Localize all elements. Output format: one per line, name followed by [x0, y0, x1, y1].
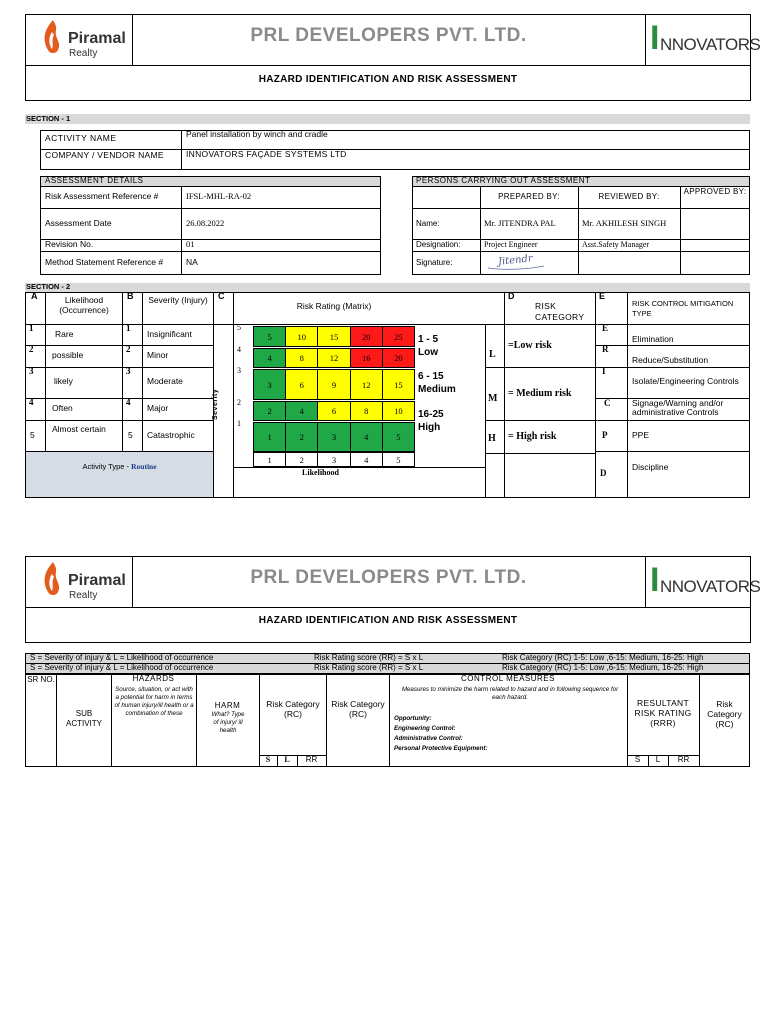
method-value: NA: [186, 257, 198, 267]
risk-category-header: RISK CATEGORY: [535, 301, 585, 323]
risk-category-rc-3: Risk Category (RC): [707, 699, 742, 730]
matrix-cell: 8: [285, 348, 318, 368]
s-header-1: S: [265, 755, 271, 764]
risk-category-rc-1: Risk Category (RC): [266, 699, 320, 720]
revision-label: Revision No.: [45, 239, 94, 249]
mitigation-label-c: Signage/Warning and/or administrative Controls: [632, 398, 724, 418]
assessment-col-divider: [181, 186, 182, 275]
innovators-logo: [648, 19, 761, 60]
ht-v3: [196, 674, 197, 767]
innovators-brand: NNOVATORS: [660, 35, 761, 54]
likelihood-header: Likelihood (Occurrence): [59, 295, 109, 315]
s2-v2: [122, 292, 123, 451]
section1-bar: [25, 114, 750, 124]
control-desc: Measures to minimize the harm related to hazard and in following sequence for each hazard.: [401, 686, 619, 702]
likelihood-n-2: 2: [29, 344, 34, 354]
s2-v6: [485, 324, 486, 498]
persons-label: PERSONS CARRYING OUT ASSESSMENT: [416, 176, 591, 185]
matrix-cell: 2: [285, 422, 318, 452]
matrix-row-label: 3: [237, 366, 241, 375]
control-item-engineering: Engineering Control:: [394, 725, 456, 732]
piramal-sub-2: Realty: [69, 590, 98, 601]
control-item-opportunity: Opportunity:: [394, 715, 432, 722]
innovators-initial: I: [650, 19, 660, 57]
s2-mit-row-5: [595, 451, 750, 452]
ra-ref-label: Risk Assessment Reference #: [45, 191, 159, 201]
matrix-cell: 10: [285, 326, 318, 347]
matrix-cell: 2: [253, 401, 286, 421]
matrix-cell: 15: [382, 369, 415, 400]
severity-label-5: Catastrophic: [147, 430, 195, 440]
likelihood-label-1: Rare: [55, 329, 74, 339]
ht-v6: [389, 674, 390, 767]
legend-level-3: High: [418, 422, 441, 433]
category-label-h: = High risk: [508, 431, 557, 442]
reviewed-designation: Asst.Safety Manager: [582, 240, 650, 249]
prepared-designation: Project Engineer: [484, 240, 538, 249]
s2-cat-row-3: [485, 453, 595, 454]
legend-range-2: 6 - 15: [418, 371, 444, 382]
matrix-cell: 6: [285, 369, 318, 400]
severity-label-3: Moderate: [147, 376, 183, 386]
s2-mit-row-2: [595, 367, 750, 368]
control-item-administrative: Administrative Control:: [394, 735, 463, 742]
likelihood-label-5: Almost certain: [52, 424, 106, 434]
legend-level-2: Medium: [418, 384, 456, 395]
likelihood-label-4: Often: [52, 403, 73, 413]
matrix-col-labels: [253, 452, 414, 467]
matrix-cell: 20: [350, 326, 383, 347]
rr-header-2: RR: [677, 755, 690, 764]
legend-level-1: Low: [418, 347, 438, 358]
matrix-cell: 3: [253, 369, 286, 400]
signature-label: Signature:: [416, 258, 453, 267]
company-title: PRL DEVELOPERS PVT. LTD.: [250, 25, 527, 46]
matrix-cell: 4: [253, 348, 286, 368]
matrix-row-label: 4: [237, 345, 241, 354]
company-title-2: PRL DEVELOPERS PVT. LTD.: [250, 567, 527, 588]
mitigation-code-i: I: [602, 366, 606, 376]
innovators-initial-2: I: [650, 561, 660, 599]
matrix-header: Risk Rating (Matrix): [296, 301, 372, 311]
rr-note-2: Risk Rating score (RR) = S x L: [314, 663, 424, 672]
s2-v3: [142, 292, 143, 451]
matrix-cell: 1: [253, 422, 286, 452]
mitigation-code-c: C: [604, 398, 611, 408]
rr-note-1: Risk Rating score (RR) = S x L: [314, 653, 424, 662]
signature-text: Jitendr: [497, 253, 534, 268]
activity-type-box: [26, 452, 213, 497]
category-code-m: M: [488, 393, 498, 404]
piramal-logo: [40, 18, 130, 62]
assessment-row-line-1: [40, 208, 381, 209]
doc-title: HAZARD IDENTIFICATION AND RISK ASSESSMENT: [258, 74, 518, 85]
likelihood-axis-label: Likelihood: [302, 468, 339, 477]
matrix-cell: 9: [317, 369, 350, 400]
rc-note-2: Risk Category (RC) 1-5: Low ,6-15: Medium, 16-25: High: [502, 663, 704, 672]
likelihood-label-3: likely: [54, 376, 73, 386]
severity-n-1: 1: [126, 323, 131, 333]
severity-label-1: Insignificant: [147, 329, 192, 339]
s2-v8: [595, 292, 596, 498]
assess-date-value: 26.08.2022: [186, 218, 225, 228]
activity-row: [40, 130, 750, 150]
hazards-header: HAZARDS: [132, 674, 175, 683]
severity-likelihood-note-2: S = Severity of injury & L = Likelihood of occurrence: [30, 663, 214, 672]
col-d-label: D: [508, 291, 515, 301]
mitigation-header: RISK CONTROL MITIGATION TYPE: [632, 299, 734, 318]
assessment-details-label: ASSESSMENT DETAILS: [45, 176, 144, 185]
mitigation-label-d: Discipline: [632, 462, 669, 472]
s2-v7: [504, 292, 505, 498]
piramal-brand-2: Piramal: [68, 572, 126, 589]
mitigation-code-r: R: [602, 344, 609, 354]
signature-mark: [484, 252, 550, 274]
category-code-l: L: [489, 349, 496, 360]
doc-title-2: HAZARD IDENTIFICATION AND RISK ASSESSMENT: [258, 615, 518, 626]
ht-v8: [699, 674, 700, 767]
assess-date-label: Assessment Date: [45, 218, 112, 228]
approved-by-label: APPROVED BY:: [683, 187, 747, 196]
severity-label-4: Major: [147, 403, 169, 413]
mitigation-code-e: E: [602, 323, 609, 333]
resultant-header: RESULTANT RISK RATING (RRR): [634, 698, 692, 729]
reviewed-name: Mr. AKHILESH SINGH: [582, 218, 667, 228]
activity-name-value: Panel installation by winch and cradle: [186, 129, 328, 139]
legend-range-3: 16-25: [418, 409, 444, 420]
matrix-cell: 3: [317, 422, 350, 452]
matrix-cell: 5: [253, 326, 286, 347]
piramal-sub: Realty: [69, 48, 98, 59]
ra-ref-value: IFSL-MHL-RA-02: [186, 191, 252, 201]
likelihood-n-5: 5: [30, 430, 35, 440]
matrix-cell: 10: [382, 401, 415, 421]
category-label-l: =Low risk: [508, 340, 552, 351]
piramal-logo-2: [40, 560, 130, 604]
right-logo-divider: [645, 14, 646, 66]
right-logo-divider-2: [645, 556, 646, 608]
persons-row-1: [412, 208, 750, 209]
matrix-col-label: 1: [253, 452, 286, 467]
matrix-col-label: 5: [382, 452, 415, 467]
severity-n-5: 5: [128, 430, 133, 440]
ht-v4: [259, 674, 260, 767]
severity-header: Severity (Injury): [148, 295, 208, 305]
col-a-label: A: [31, 291, 38, 301]
severity-n-4: 4: [126, 397, 131, 407]
reviewed-by-label: REVIEWED BY:: [598, 192, 660, 201]
s2-left-row-3: [25, 398, 213, 399]
s2-mit-row-4: [595, 420, 750, 421]
s2-axis-row: [233, 467, 485, 468]
header-divider-2: [25, 607, 751, 608]
activity-type: [26, 463, 213, 471]
matrix-cell: 6: [317, 401, 350, 421]
severity-n-3: 3: [126, 366, 131, 376]
ht-v2: [111, 674, 112, 767]
name-label: Name:: [416, 219, 440, 228]
likelihood-label-2: possible: [52, 350, 84, 360]
ht-v5: [326, 674, 327, 767]
mitigation-label-i: Isolate/Engineering Controls: [632, 376, 739, 386]
prepared-name: Mr. JITENDRA PAL: [484, 218, 556, 228]
matrix-cell: 8: [350, 401, 383, 421]
rr-header-1: RR: [305, 755, 318, 764]
persons-row-3: [412, 251, 750, 252]
innovators-logo-2: [648, 561, 761, 602]
severity-n-2: 2: [126, 344, 131, 354]
company-value: INNOVATORS FAÇADE SYSTEMS LTD: [186, 149, 347, 159]
matrix-cell: 16: [350, 348, 383, 368]
mitigation-label-r: Reduce/Substitution: [632, 355, 709, 365]
ht-v7: [627, 674, 628, 767]
s-header-2: S: [634, 755, 641, 764]
col-b-label: B: [127, 291, 134, 301]
revision-value: 01: [186, 239, 195, 249]
mitigation-label-e: Elimination: [632, 334, 674, 344]
s2-left-row-2: [25, 367, 213, 368]
hazards-desc: Source, situation, or act with a potential for harm in terms of human injury/ill health or a combination of these: [114, 686, 194, 718]
control-item-ppe: Personal Protective Equipment:: [394, 745, 488, 752]
risk-matrix: [233, 324, 415, 467]
s2-left-row-1: [25, 345, 213, 346]
risk-category-rc-2: Risk Category (RC): [331, 699, 385, 720]
matrix-cell: 25: [382, 326, 415, 347]
mitigation-code-p: P: [602, 430, 608, 440]
section2-label: SECTION - 2: [26, 282, 71, 291]
s2-mit-row-1: [595, 345, 750, 346]
control-measures-header: CONTROL MEASURES: [461, 674, 555, 683]
col-e-label: E: [599, 291, 606, 301]
harm-desc: What? Type of injury/ ill health: [211, 711, 245, 735]
piramal-brand: Piramal: [68, 30, 126, 47]
matrix-row-label: 5: [237, 323, 241, 332]
col-c-label: C: [218, 291, 225, 301]
matrix-row-label: 1: [237, 419, 241, 428]
header-divider: [25, 65, 751, 66]
persons-row-2: [412, 239, 750, 240]
section1-label: SECTION - 1: [26, 114, 71, 123]
l-header-2: L: [655, 755, 661, 764]
matrix-cell: 4: [285, 401, 318, 421]
sub-activity-header: SUB ACTIVITY: [65, 709, 102, 729]
assessment-row-line-3: [40, 251, 381, 252]
severity-likelihood-note-1: S = Severity of injury & L = Likelihood of occurrence: [30, 653, 214, 662]
matrix-cell: 5: [382, 422, 415, 452]
likelihood-n-1: 1: [29, 323, 34, 333]
mitigation-label-p: PPE: [632, 430, 650, 440]
s2-left-row-4: [25, 420, 213, 421]
s2-cat-row-2: [485, 420, 595, 421]
rc-note-1: Risk Category (RC) 1-5: Low ,6-15: Medium, 16-25: High: [502, 653, 704, 662]
matrix-cell: 15: [317, 326, 350, 347]
s2-v9: [627, 292, 628, 498]
likelihood-n-4: 4: [29, 397, 34, 407]
category-label-m: = Medium risk: [508, 388, 572, 399]
matrix-cell: 12: [317, 348, 350, 368]
l-header-1: L: [284, 755, 290, 764]
likelihood-n-3: 3: [29, 366, 34, 376]
designation-label: Designation:: [416, 240, 461, 249]
persons-col-3: [680, 186, 681, 275]
innovators-brand-2: NNOVATORS: [660, 577, 761, 596]
piramal-flame-icon: [40, 18, 66, 56]
matrix-cell: 12: [350, 369, 383, 400]
activity-type-label: Activity Type -: [82, 462, 130, 471]
severity-axis-label: Severity: [212, 388, 219, 420]
matrix-cell: 4: [350, 422, 383, 452]
category-code-h: H: [488, 433, 496, 444]
sr-no-header: SR NO.: [27, 675, 55, 684]
s2-cat-row-1: [485, 367, 595, 368]
legend-range-1: 1 - 5: [418, 334, 439, 345]
activity-type-value: Routine: [131, 462, 157, 471]
matrix-cell: 20: [382, 348, 415, 368]
matrix-row-label: 2: [237, 398, 241, 407]
method-label: Method Statement Reference #: [45, 257, 164, 267]
matrix-col-label: 3: [317, 452, 350, 467]
matrix-col-label: 4: [350, 452, 383, 467]
severity-label-2: Minor: [147, 350, 169, 360]
piramal-flame-icon-2: [40, 560, 66, 598]
harm-header: HARM: [214, 701, 241, 710]
mitigation-code-d: D: [600, 468, 607, 478]
company-label: COMPANY / VENDOR NAME: [45, 150, 164, 160]
matrix-col-label: 2: [285, 452, 318, 467]
s2-v1: [45, 292, 46, 451]
prepared-by-label: PREPARED BY:: [498, 192, 560, 201]
activity-name-label: ACTIVITY NAME: [45, 133, 117, 143]
